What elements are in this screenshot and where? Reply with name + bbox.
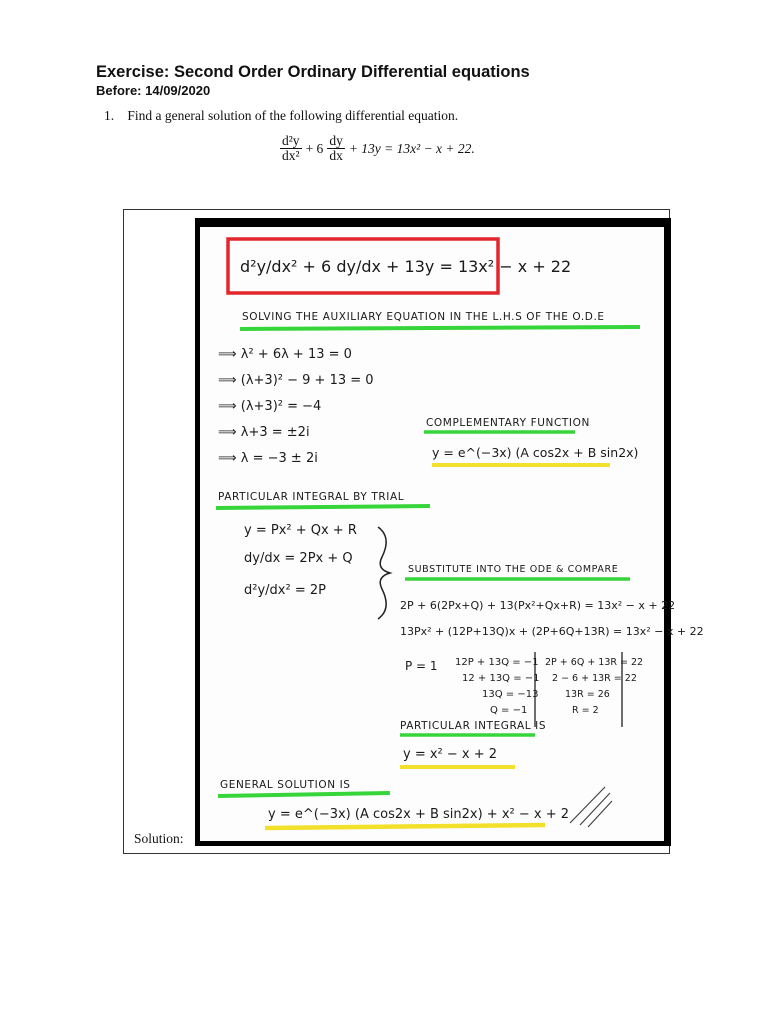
- r-step: 13R = 26: [565, 689, 610, 700]
- q-step: 12 + 13Q = −1: [462, 673, 540, 684]
- r-step: R = 2: [572, 705, 599, 716]
- first-derivative-term: [327, 134, 345, 163]
- substitute-heading: SUBSTITUTE INTO THE ODE & COMPARE: [408, 564, 619, 575]
- trial-line: d²y/dx² = 2P: [244, 583, 326, 598]
- pi-equation: y = x² − x + 2: [403, 747, 498, 762]
- question-text: Find a general solution of the following differential equation.: [127, 108, 459, 123]
- green-underline-gs: [218, 793, 390, 796]
- brace-icon: [378, 527, 390, 619]
- solution-label: Solution:: [134, 831, 184, 846]
- q-step: 12P + 13Q = −1: [455, 657, 539, 668]
- cf-equation: y = e^(−3x) (A cos2x + B sin2x): [432, 445, 639, 460]
- aux-step: ⟹ (λ+3)² − 9 + 13 = 0: [218, 373, 374, 388]
- aux-step: ⟹ (λ+3)² = −4: [218, 399, 322, 414]
- equation-rest: + 13y = 13x² − x + 22.: [348, 140, 475, 156]
- gs-equation: y = e^(−3x) (A cos2x + B sin2x) + x² − x + 2: [268, 807, 570, 822]
- question-1: [104, 108, 458, 124]
- plus-six: + 6: [305, 140, 324, 156]
- aux-heading: SOLVING THE AUXILIARY EQUATION IN THE L.H.S OF THE O.D.E: [242, 311, 605, 323]
- substitution-line: 13Px² + (12P+13Q)x + (2P+6Q+13R) = 13x² − x + 22: [400, 625, 704, 638]
- ode-equation: [280, 134, 475, 163]
- fraction-numerator: d²y: [282, 133, 300, 148]
- fraction-denominator: dx: [329, 148, 343, 164]
- handwritten-solution-photo: [195, 218, 704, 846]
- exercise-title: Exercise: Second Order Ordinary Differential equations: [96, 63, 530, 81]
- aux-step: ⟹ λ² + 6λ + 13 = 0: [218, 347, 352, 362]
- fraction-numerator: dy: [329, 133, 343, 148]
- aux-step: ⟹ λ+3 = ±2i: [218, 425, 310, 440]
- yellow-underline-gs: [265, 825, 545, 828]
- cf-heading: COMPLEMENTARY FUNCTION: [426, 417, 590, 429]
- pi-heading: PARTICULAR INTEGRAL BY TRIAL: [218, 491, 405, 503]
- trial-line: y = Px² + Qx + R: [244, 523, 357, 538]
- question-number: 1.: [104, 108, 115, 123]
- green-underline-aux: [240, 327, 640, 329]
- aux-step: ⟹ λ = −3 ± 2i: [218, 451, 318, 466]
- q-step: 13Q = −13: [482, 689, 539, 700]
- second-derivative-term: [280, 134, 302, 163]
- pi-is-heading: PARTICULAR INTEGRAL IS: [400, 720, 547, 732]
- r-step: 2 − 6 + 13R = 22: [552, 673, 637, 684]
- r-step: 2P + 6Q + 13R = 22: [545, 657, 644, 668]
- trial-line: dy/dx = 2Px + Q: [244, 551, 353, 566]
- boxed-ode: d²y/dx² + 6 dy/dx + 13y = 13x² − x + 22: [240, 257, 572, 276]
- gs-heading: GENERAL SOLUTION IS: [220, 779, 351, 791]
- due-date: Before: 14/09/2020: [96, 83, 211, 98]
- p-value: P = 1: [405, 659, 438, 673]
- pen-scribble-icon: [570, 787, 612, 827]
- fraction-denominator: dx²: [282, 148, 300, 164]
- q-step: Q = −1: [490, 705, 528, 716]
- green-underline-pi: [216, 506, 430, 508]
- substitution-line: 2P + 6(2Px+Q) + 13(Px²+Qx+R) = 13x² − x + 22: [400, 599, 676, 612]
